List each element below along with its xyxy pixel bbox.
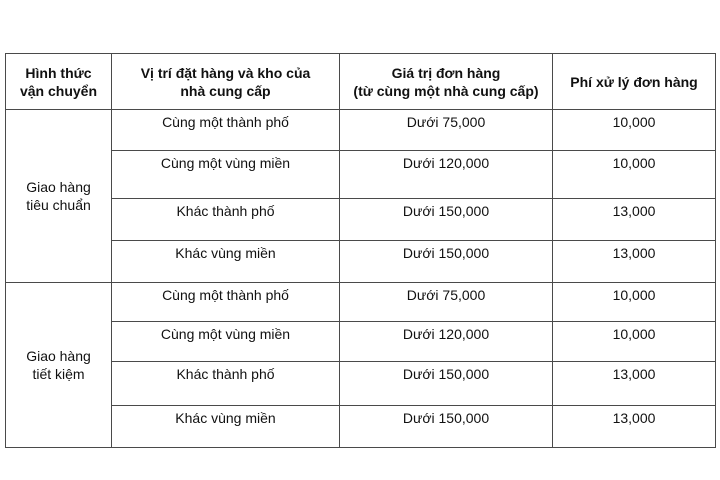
shipping-method-line-1: Giao hàng xyxy=(26,348,91,364)
header-order-value-line-2: (từ cùng một nhà cung cấp) xyxy=(353,82,539,99)
location-cell: Cùng một vùng miền xyxy=(112,151,340,199)
location-cell: Cùng một thành phố xyxy=(112,110,340,151)
location-cell: Khác thành phố xyxy=(112,199,340,241)
order-value-cell: Dưới 150,000 xyxy=(340,362,553,406)
fee-table-container xyxy=(5,53,716,448)
handling-fee-cell: 10,000 xyxy=(553,110,716,151)
order-value-cell: Dưới 150,000 xyxy=(340,406,553,448)
handling-fee-cell: 13,000 xyxy=(553,241,716,283)
header-handling-fee-line-1: Phí xử lý đơn hàng xyxy=(570,73,698,90)
table-row xyxy=(6,241,716,283)
handling-fee-cell: 13,000 xyxy=(553,406,716,448)
table-row xyxy=(6,151,716,199)
order-value-cell: Dưới 75,000 xyxy=(340,110,553,151)
handling-fee-cell: 13,000 xyxy=(553,362,716,406)
header-shipping-method-line-2: vận chuyển xyxy=(19,82,98,99)
table-header-row xyxy=(6,54,716,110)
order-value-cell: Dưới 120,000 xyxy=(340,322,553,362)
header-location-line-2: nhà cung cấp xyxy=(180,82,271,99)
handling-fee-cell: 10,000 xyxy=(553,322,716,362)
location-cell: Khác vùng miền xyxy=(112,241,340,283)
order-value-cell: Dưới 150,000 xyxy=(340,199,553,241)
shipping-fee-table xyxy=(5,53,716,448)
order-value-cell: Dưới 150,000 xyxy=(340,241,553,283)
handling-fee-cell: 10,000 xyxy=(553,283,716,322)
location-cell: Cùng một vùng miền xyxy=(112,322,340,362)
header-shipping-method-line-1: Hình thức xyxy=(25,64,92,81)
table-row xyxy=(6,406,716,448)
handling-fee-cell: 13,000 xyxy=(553,199,716,241)
header-location xyxy=(112,54,340,110)
location-cell: Cùng một thành phố xyxy=(112,283,340,322)
header-location-line-1: Vị trí đặt hàng và kho của xyxy=(140,64,311,81)
order-value-cell: Dưới 120,000 xyxy=(340,151,553,199)
shipping-method-cell xyxy=(6,110,112,283)
shipping-method-cell xyxy=(6,283,112,448)
header-order-value xyxy=(340,54,553,110)
table-row xyxy=(6,362,716,406)
shipping-method-line-1: Giao hàng xyxy=(26,179,91,195)
table-row xyxy=(6,322,716,362)
table-row xyxy=(6,110,716,151)
shipping-method-line-2: tiêu chuẩn xyxy=(26,197,91,213)
header-handling-fee xyxy=(553,54,716,110)
shipping-method-line-2: tiết kiệm xyxy=(32,366,85,382)
location-cell: Khác thành phố xyxy=(112,362,340,406)
table-row xyxy=(6,199,716,241)
header-shipping-method xyxy=(6,54,112,110)
header-order-value-line-1: Giá trị đơn hàng xyxy=(391,64,501,81)
order-value-cell: Dưới 75,000 xyxy=(340,283,553,322)
table-row xyxy=(6,283,716,322)
location-cell: Khác vùng miền xyxy=(112,406,340,448)
handling-fee-cell: 10,000 xyxy=(553,151,716,199)
